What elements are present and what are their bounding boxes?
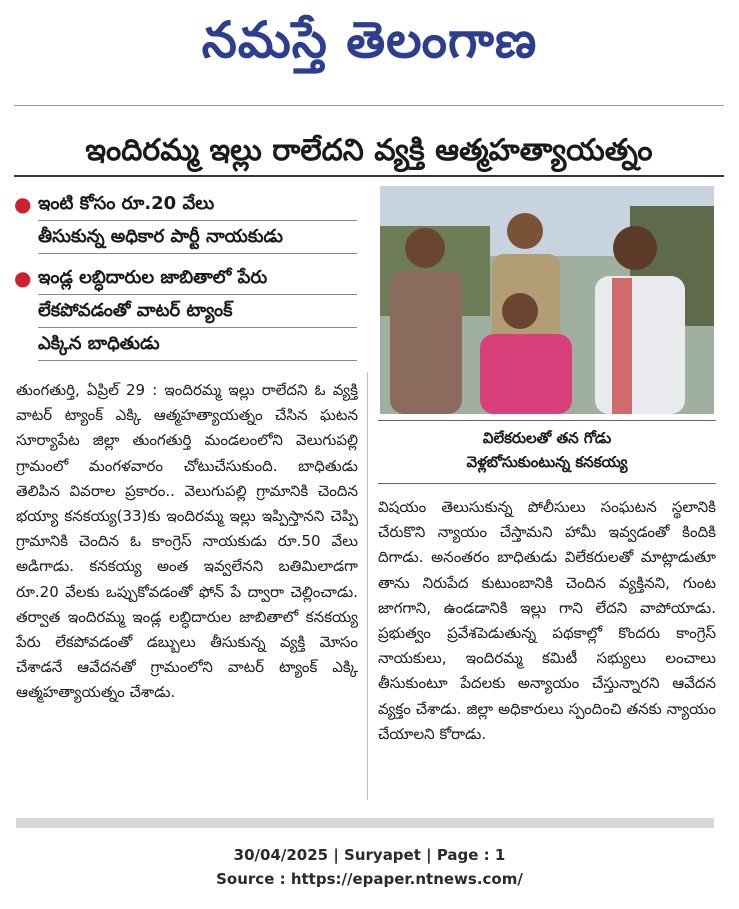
article-column-left	[16, 378, 358, 706]
headline: ఇందిరమ్మ ఇల్లు రాలేదని వ్యక్తి ఆత్మహత్యాయత్నం	[85, 133, 653, 168]
photo-caption	[378, 426, 716, 474]
photo-illustration	[380, 186, 714, 414]
column-divider	[367, 372, 368, 800]
masthead-rule	[14, 105, 724, 106]
highlight-line: ఎక్కిన బాధితుడు	[38, 328, 357, 361]
masthead	[0, 0, 739, 82]
highlight-item	[12, 188, 357, 254]
newspaper-title: నమస్తే తెలంగాణ	[201, 11, 538, 69]
bullet-dot-icon: ●	[14, 266, 32, 290]
highlights	[12, 188, 357, 369]
article-text: తుంగతుర్తి, ఏప్రిల్ 29 : ఇందిరమ్మ ఇల్లు రాలేదని ఓ వ్యక్తి వాటర్ ట్యాంక్ ఎక్కి ఆత్మహత్యాయత్నం చేసిన ఘటన సూర్యాపేట జిల్లా తుంగతుర్తి మండలంలోని వెలుగుపల్లి గ్రామంలో మంగళవారం చోటుచేసుకుంది. బాధితుడు తెలిపిన వివరాల ప్రకారం.. వెలుగుపల్లి గ్రామానికి చెందిన భయ్యా కనకయ్య(33)కు ఇందిరమ్మ ఇల్లు ఇప్పిస్తానని చెప్పి గ్రామానికి చెందిన ఓ కాంగ్రెస్ నాయకుడు రూ.50 వేలు అడిగాడు. కనకయ్య అంత ఇవ్వలేనని బతిమిలాడగా రూ.20 వేలకు ఒప్పుకోవడంతో ఫోన్ పే ద్వారా చెల్లించాడు. తర్వాత ఇందిరమ్మ ఇండ్ల లబ్ధిదారుల జాబితాలో కనకయ్య పేరు లేకపోవడంతో డబ్బులు తీసుకున్న వ్యక్తి మోసం చేశాడనే ఆవేదనతో గ్రామంలోని వాటర్ ట్యాంక్ ఎక్కి ఆత్మహత్యాయత్నం చేశాడు.	[16, 381, 358, 702]
highlight-line: తీసుకున్న అధికార పార్టీ నాయకుడు	[38, 221, 357, 254]
caption-line: విలేకరులతో తన గోడు	[482, 429, 612, 447]
source-link[interactable]: Source : https://epaper.ntnews.com/	[216, 870, 523, 888]
footer-band	[16, 818, 714, 828]
highlight-line: ఇంటి కోసం రూ.20 వేలు	[38, 188, 357, 221]
caption-line: వెళ్లబోసుకుంటున్న కనకయ్య	[466, 453, 628, 471]
bullet-dot-icon: ●	[14, 192, 32, 216]
edition-info: 30/04/2025 | Suryapet | Page : 1	[233, 846, 506, 864]
news-photo	[380, 186, 714, 414]
highlight-line: ఇండ్ల లబ్ధిదారుల జాబితాలో పేరు	[38, 262, 357, 295]
article-text: విషయం తెలుసుకున్న పోలీసులు సంఘటన స్థలానికి చేరుకొని న్యాయం చేస్తామని హామీ ఇవ్వడంతో కిందికి దిగాడు. అనంతరం బాధితుడు విలేకరులతో మాట్లాడుతూ తాను నిరుపేద కుటుంబానికి చెందిన వ్యక్తినని, గుంట జాగగాని, ఉండడానికి ఇల్లు గాని లేదని వాపోయాడు. ప్రభుత్వం ప్రవేశపెడుతున్న పథకాల్లో కొందరు కాంగ్రెస్ నాయకులు, ఇందిరమ్మ కమిటీ సభ్యులు లంచాలు తీసుకుంటూ పేదలకు అన్యాయం చేస్తున్నారని ఆవేదన వ్యక్తం చేశాడు. జిల్లా అధికారులు స్పందించి తనకు న్యాయం చేయాలని కోరాడు.	[378, 498, 716, 743]
article-column-right	[378, 495, 716, 747]
highlight-line: లేకపోవడంతో వాటర్ ట్యాంక్	[38, 295, 357, 328]
highlight-item	[12, 262, 357, 361]
headline-rule	[14, 175, 724, 177]
